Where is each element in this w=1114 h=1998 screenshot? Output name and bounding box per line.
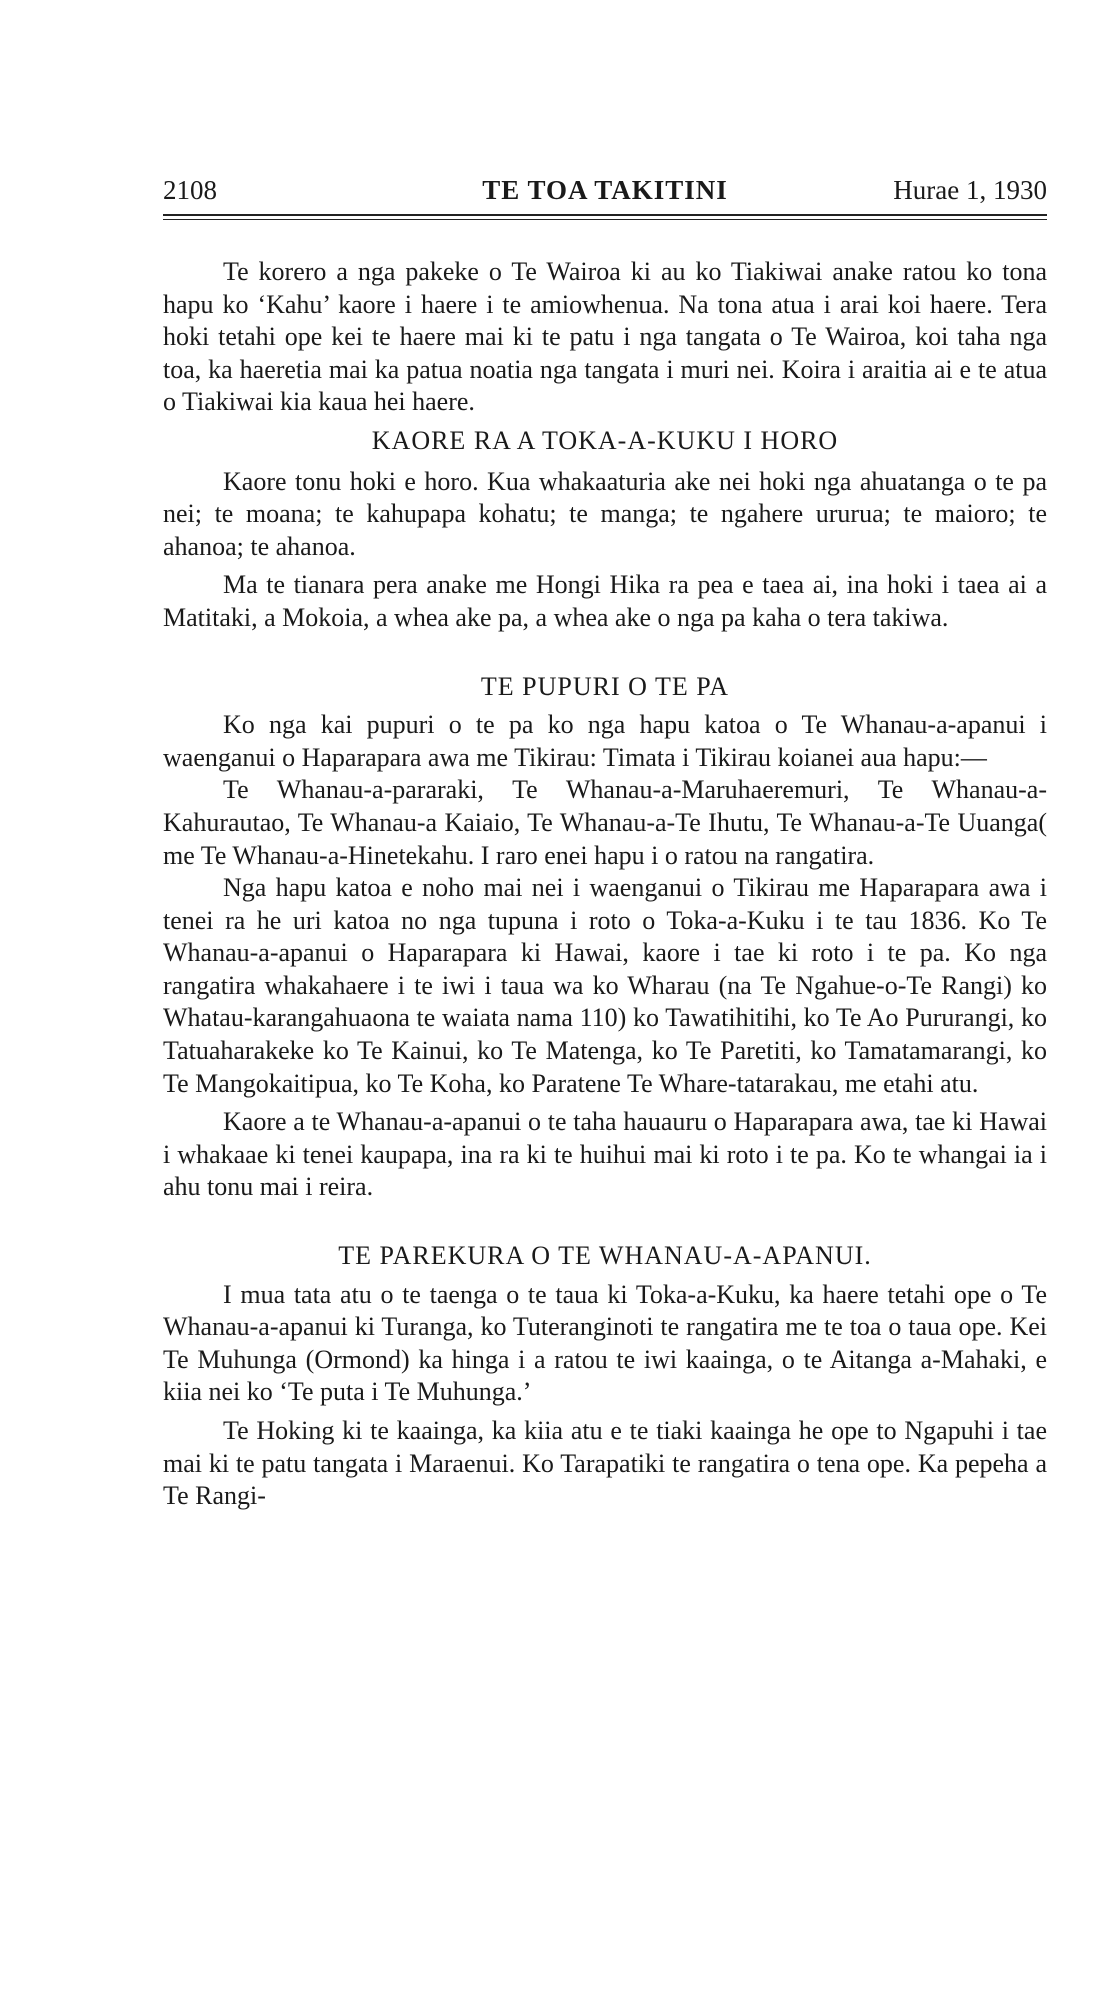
paragraph: I mua tata atu o te taenga o te taua ki Toka-a-Kuku, ka haere tetahi ope o Te Whanau-a-apanui ki Turanga, ko Tuteranginoti te rangatira me te toa o taua ope. Kei Te Muhunga (Ormond) ka hinga i a ratou te iwi kaainga, o te Aitanga a-Mahaki, e kiia nei ko ‘Te puta i Te Muhunga.’ bbox=[163, 1279, 1047, 1407]
paragraph: Te korero a nga pakeke o Te Wairoa ki au ko Tiakiwai anake ratou ko tona hapu ko ‘Kahu’ kaore i haere i te amiowhenua. Na tona atua i arai koi haere. Tera hoki tetahi ope kei te haere mai ki te patu i nga tangata o Te Wairoa, koi taha nga toa, ka haeretia mai ka patua noatia nga tangata i muri nei. Koira i araitia ai e te atua o Tiakiwai kia kaua hei haere. bbox=[163, 257, 1047, 417]
section-heading: KAORE RA A TOKA-A-KUKU I HORO bbox=[371, 425, 839, 455]
paragraph: Te Hoking ki te kaainga, ka kiia atu e te tiaki kaainga he ope to Ngapuhi i tae mai ki te patu tangata i Maraenui. Ko Tarapatiki te rangatira o tena ope. Ka pepeha a Te Rangi- bbox=[163, 1416, 1047, 1511]
paragraph: Kaore tonu hoki e horo. Kua whakaaturia ake nei hoki nga ahuatanga o te pa nei; te moana; te kahupapa kohatu; te manga; te ngahere ururua; te maioro; te ahanoa; te ahanoa. bbox=[163, 466, 1047, 561]
paragraph: Kaore a te Whanau-a-apanui o te taha hauauru o Haparapara awa, tae ki Hawai i whakaae ki tenei kaupapa, ina ra ki te huihui mai ki roto i te pa. Ko te whangai ia i ahu tonu mai i reira. bbox=[163, 1107, 1047, 1202]
paragraph: Te Whanau-a-pararaki, Te Whanau-a-Maruhaeremuri, Te Whanau-a-Kahurautao, Te Whanau-a Kaiaio, Te Whanau-a-Te Ihutu, Te Whanau-a-Te Uuanga( me Te Whanau-a-Hinetekahu. I raro enei hapu i o ratou na rangatira. bbox=[163, 775, 1047, 870]
page-number: 2108 bbox=[163, 175, 217, 205]
issue-date: Hurae 1, 1930 bbox=[893, 175, 1047, 205]
page bbox=[163, 170, 1047, 1513]
running-header bbox=[163, 170, 1047, 210]
header-rule bbox=[163, 214, 1047, 220]
paragraph: Ko nga kai pupuri o te pa ko nga hapu katoa o Te Whanau-a-apanui i waenganui o Haparapara awa me Tikirau: Timata i Tikirau koianei aua hapu:— bbox=[163, 710, 1047, 772]
paragraph: Nga hapu katoa e noho mai nei i waenganui o Tikirau me Haparapara awa i tenei ra he uri katoa no nga tupuna i roto o Toka-a-Kuku i te tau 1836. Ko Te Whanau-a-apanui o Haparapara ki Hawai, kaore i tae ki roto i te pa. Ko nga rangatira whakahaere i te iwi i taua wa ko Wharau (na Te Ngahue-o-Te Rangi) ko Whatau-karangahuaona te waiata nama 110) ko Tawatihitihi, ko Te Ao Pururangi, ko Tatuaharakeke ko Te Kainui, ko Te Matenga, ko Te Paretiti, ko Tamatamarangi, ko Te Mangokaitipua, ko Te Koha, ko Paratene Te Whare-tatarakau, me etahi atu. bbox=[163, 873, 1047, 1098]
section-heading: TE PAREKURA O TE WHANAU-A-APANUI. bbox=[338, 1241, 872, 1271]
section-heading: TE PUPURI O TE PA bbox=[480, 671, 730, 701]
paragraph: Ma te tianara pera anake me Hongi Hika ra pea e taea ai, ina hoki i taea ai a Matitaki, a Mokoia, a whea ake pa, a whea ake o nga pa kaha o tera takiwa. bbox=[163, 570, 1047, 632]
article-body bbox=[163, 256, 1047, 1513]
publication-title: TE TOA TAKITINI bbox=[482, 175, 728, 205]
